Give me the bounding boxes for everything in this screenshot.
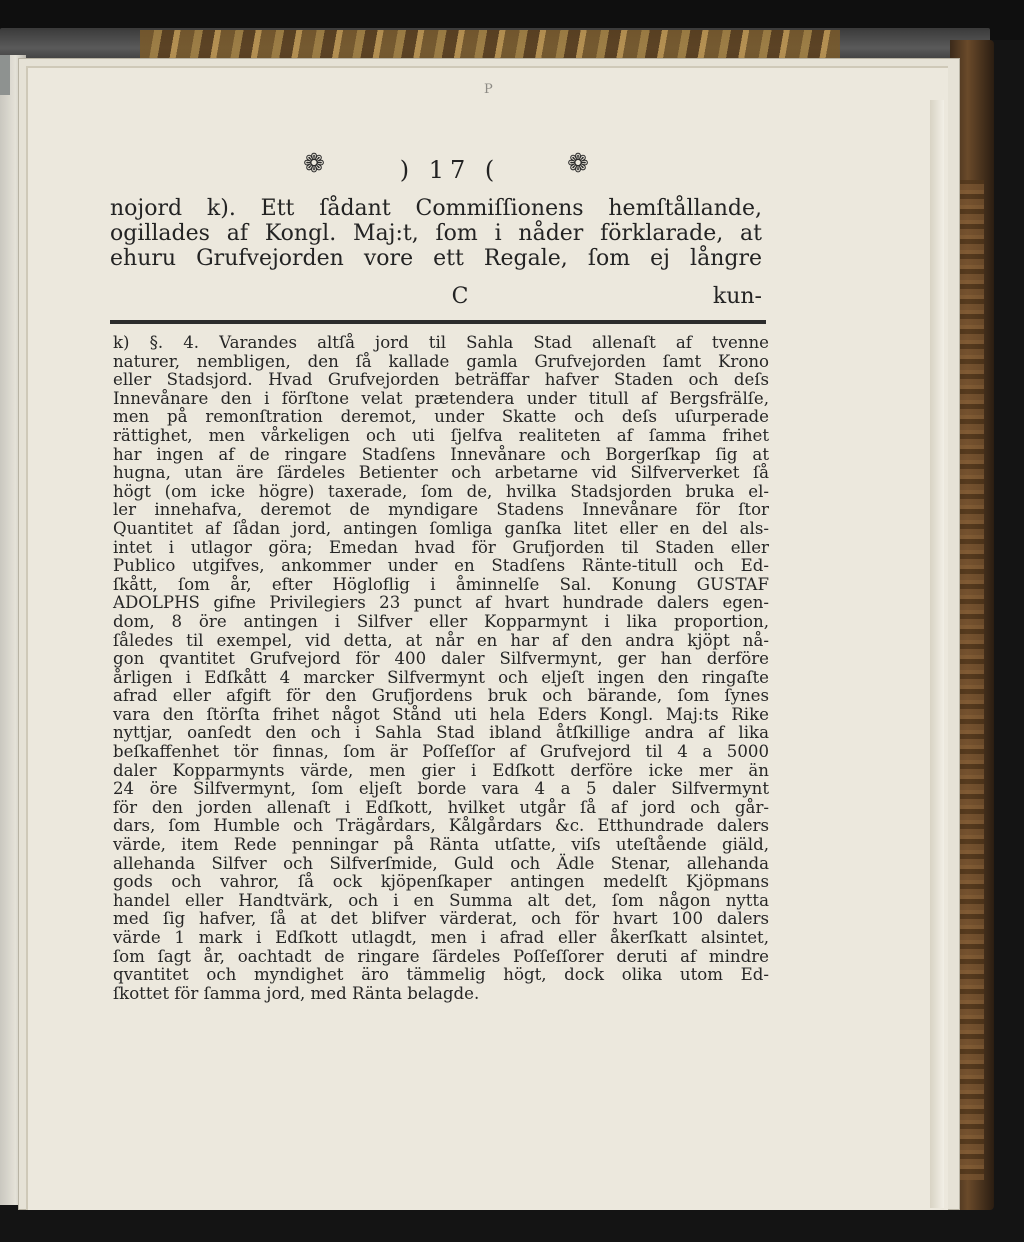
footnote-line: värde 1 mark i Edſkott utlagdt, men i afrad eller åkerſkatt alsintet,: [113, 928, 769, 947]
footnote-line: ſkottet för ſamma jord, med Ränta belagde.: [113, 983, 480, 1003]
footnote-line: hugna, utan äre ſärdeles Betienter och arbetarne vid Silfververket ſå: [113, 463, 769, 483]
binding-clip: [0, 55, 10, 95]
footnote-line: ſom ſagt år, oachtadt de ringare ſärdeles Poſſeſſorer deruti af mindre: [113, 946, 769, 966]
footnote-line: har ingen af de ringare Stadſens Innevånare och Borgerſkap ſig at: [113, 444, 769, 464]
footnote-line: Quantitet af ſådan jord, antingen ſomliga ganſka litet eller en del als-: [113, 518, 769, 538]
footnote-line: ADOLPHS gifne Privilegiers 23 punct af hvart hundrade dalers egen-: [113, 593, 769, 613]
body-text: [110, 196, 762, 271]
footnote-line: afrad eller afgift för den Grufjordens bruk och bärande, ſom ſynes: [113, 686, 769, 706]
pencil-mark: P: [484, 82, 493, 97]
flower-ornament-icon: ❁: [303, 149, 325, 179]
page-footer-marks: [110, 284, 762, 310]
footnote-line: gods och vahror, ſå ock kjöpenſkaper antingen medelſt Kjöpmans: [113, 872, 769, 892]
footnote-line: dars, ſom Humble och Trägårdars, Kålgårdars &c. Etthundrade dalers: [113, 816, 769, 836]
footnote-line: qvantitet och myndighet äro tämmelig högt, dock olika utom Ed-: [113, 965, 769, 985]
footnote-line: rättighet, men vårkeligen och uti ſjelfva realiteten af ſamma frihet: [113, 425, 769, 445]
footnote-line: allehanda Silfver och Silfverſmide, Guld och Ädle Stenar, allehanda: [113, 853, 769, 873]
footnote-line: ler innehafva, deremot de myndigare Stadens Innevånare för ſtor: [113, 500, 769, 520]
footnote-line: dom, 8 öre antingen i Silfver eller Kopparmynt i lika proportion,: [113, 611, 769, 631]
footnote-line: ſkått, ſom år, efter Högloflig i åminnelſe Sal. Konung GUSTAF: [113, 574, 769, 594]
footnote-line: med ſig hafver, ſå at det blifver värderat, och för hvart 100 dalers: [113, 909, 769, 929]
footnote-line: årligen i Edſkått 4 marcker Silfvermynt och eljeſt ingen den ringaſte: [113, 667, 769, 687]
footnote: [113, 334, 769, 1003]
footnote-line: högt (om icke högre) taxerade, ſom de, hvilka Stadsjorden bruka el-: [113, 481, 769, 501]
footnote-line: värde, item Rede penningar på Ränta utſatte, viſs uteſtående giäld,: [113, 835, 769, 855]
footnote-line: k) §. 4. Varandes altſå jord til Sahla Stad allenaſt af tvenne: [113, 333, 769, 352]
footnote-line: vara den ſtörſta frihet något Stånd uti hela Eders Kongl. Maj:ts Rike: [113, 704, 769, 724]
footnote-line: 24 öre Silfvermynt, ſom eljeſt borde vara 4 a 5 daler Silfvermynt: [113, 779, 769, 799]
page-header: [300, 150, 600, 196]
flower-ornament-icon: ❁: [567, 149, 589, 179]
footnote-divider: [110, 320, 766, 324]
footnote-line: naturer, nembligen, den ſå kallade gamla Grufvejorden ſamt Krono: [113, 351, 769, 371]
body-line: ehuru Grufvejorden vore ett Regale, ſom ej långre: [110, 246, 762, 271]
footnote-line: för den jorden allenaſt i Edſkott, hvilket utgår ſå af jord och går-: [113, 797, 769, 817]
footnote-line: intet i utlagor göra; Emedan hvad för Grufjorden til Staden eller: [113, 537, 769, 557]
body-line: ogillades af Kongl. Maj:t, ſom i nåder förklarade, at: [110, 221, 762, 246]
footnote-line: gon qvantitet Grufvejord för 400 daler Silfvermynt, ger han derföre: [113, 649, 769, 669]
footnote-line: nyttjar, oanſedt den och i Sahla Stad ibland åtſkillige andra af lika: [113, 723, 769, 743]
footnote-line: men på remonſtration deremot, under Skatte och deſs uſurperade: [113, 407, 769, 427]
body-line: nojord k). Ett ſådant Commiſſionens hemſtållande,: [110, 196, 762, 221]
footnote-line: Publico utgifves, ankommer under en Stadſens Ränte-titull och Ed-: [113, 556, 769, 576]
footnote-line: Innevånare den i förſtone velat prætendera under titull af Bergsfrälſe,: [113, 388, 769, 408]
footnote-line: handel eller Handtvärk, och i en Summa alt det, ſom någon nytta: [113, 890, 769, 910]
footnote-line: ſåledes til exempel, vid detta, at når en har af den andra kjöpt nå-: [113, 630, 769, 650]
footnote-line: beſkaffenhet tör finnas, ſom är Poſſeſſor af Grufvejord til 4 a 5000: [113, 742, 769, 762]
footnote-line: daler Kopparmynts värde, men gier i Edſkott derföre icke mer än: [113, 760, 769, 780]
page-fore-edge: [930, 100, 944, 1208]
catchword: kun-: [712, 284, 762, 309]
signature-mark: C: [451, 284, 469, 309]
footnote-line: eller Stadsjord. Hvad Grufvejorden beträffar hafver Staden och deſs: [113, 370, 769, 390]
page-number: ) 17 (: [399, 156, 501, 184]
